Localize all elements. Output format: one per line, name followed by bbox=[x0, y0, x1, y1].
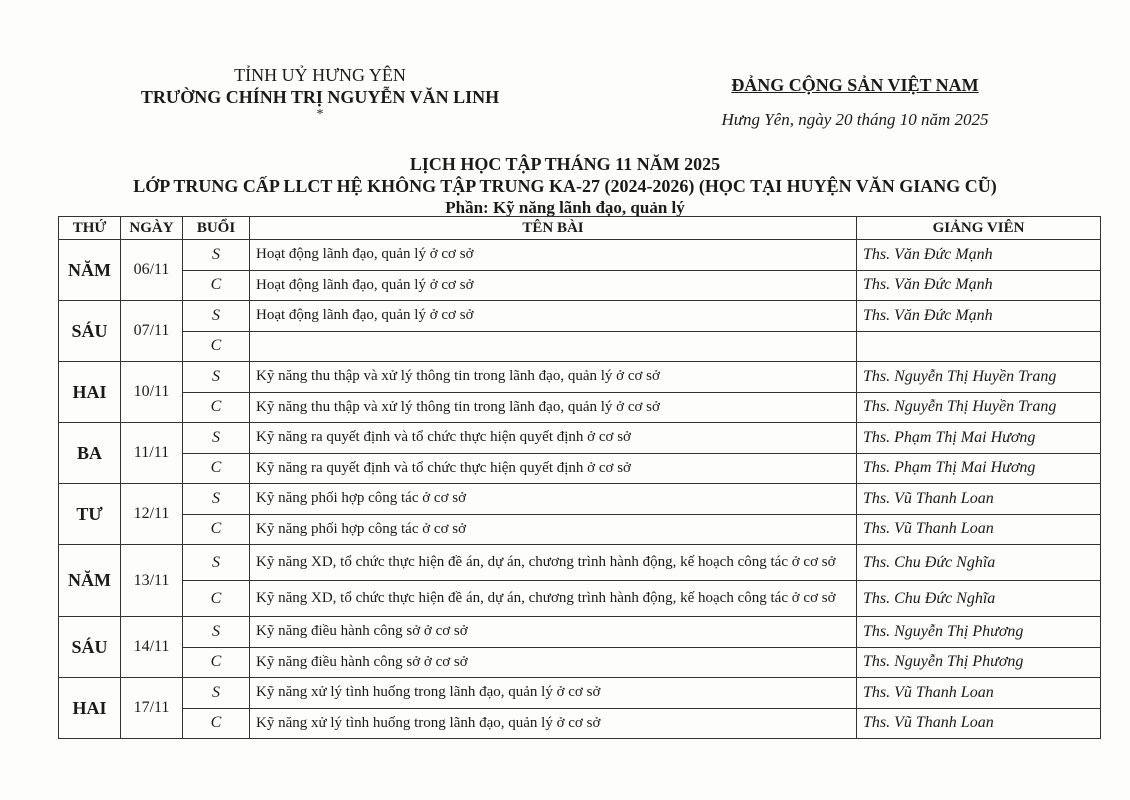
lesson-cell: Kỹ năng thu thập và xử lý thông tin trong lãnh đạo, quản lý ở cơ sở bbox=[250, 392, 857, 423]
session-cell: C bbox=[183, 453, 250, 484]
table-row bbox=[59, 545, 1101, 581]
table-row bbox=[59, 708, 1101, 739]
date-cell: 07/11 bbox=[121, 301, 183, 362]
session-cell: C bbox=[183, 647, 250, 678]
table-row bbox=[59, 301, 1101, 332]
table-row bbox=[59, 581, 1101, 617]
lecturer-cell: Ths. Văn Đức Mạnh bbox=[857, 301, 1101, 332]
lecturer-cell: Ths. Văn Đức Mạnh bbox=[857, 270, 1101, 301]
header-lecturer: GIẢNG VIÊN bbox=[857, 217, 1101, 240]
document-date: Hưng Yên, ngày 20 tháng 10 năm 2025 bbox=[721, 110, 989, 129]
date-cell: 06/11 bbox=[121, 240, 183, 301]
lesson-cell: Kỹ năng xử lý tình huống trong lãnh đạo, quản lý ở cơ sở bbox=[250, 708, 857, 739]
lecturer-cell: Ths. Vũ Thanh Loan bbox=[857, 484, 1101, 515]
table-header-row bbox=[59, 217, 1101, 240]
date-cell: 11/11 bbox=[121, 423, 183, 484]
header-session: BUỔI bbox=[183, 217, 250, 240]
day-cell: SÁU bbox=[59, 617, 121, 678]
day-cell: BA bbox=[59, 423, 121, 484]
lesson-cell: Hoạt động lãnh đạo, quản lý ở cơ sở bbox=[250, 240, 857, 271]
session-cell: S bbox=[183, 678, 250, 709]
day-cell: HAI bbox=[59, 678, 121, 739]
session-cell: C bbox=[183, 581, 250, 617]
table-row bbox=[59, 453, 1101, 484]
table-row bbox=[59, 484, 1101, 515]
lecturer-cell: Ths. Vũ Thanh Loan bbox=[857, 678, 1101, 709]
schedule-body bbox=[59, 240, 1101, 739]
day-cell: HAI bbox=[59, 362, 121, 423]
table-row bbox=[59, 270, 1101, 301]
lesson-cell: Hoạt động lãnh đạo, quản lý ở cơ sở bbox=[250, 270, 857, 301]
table-row bbox=[59, 617, 1101, 648]
header-asterisk: * bbox=[316, 107, 324, 122]
lecturer-cell bbox=[857, 331, 1101, 362]
header-lesson: TÊN BÀI bbox=[250, 217, 857, 240]
date-cell: 10/11 bbox=[121, 362, 183, 423]
lesson-cell: Kỹ năng ra quyết định và tổ chức thực hiện quyết định ở cơ sở bbox=[250, 453, 857, 484]
session-cell: C bbox=[183, 708, 250, 739]
lesson-cell: Kỹ năng XD, tổ chức thực hiện đề án, dự án, chương trình hành động, kế hoạch công tác ở cơ sở bbox=[250, 545, 857, 581]
day-cell: NĂM bbox=[59, 545, 121, 617]
session-cell: S bbox=[183, 423, 250, 454]
session-cell: S bbox=[183, 301, 250, 332]
lesson-cell: Kỹ năng phối hợp công tác ở cơ sở bbox=[250, 514, 857, 545]
date-cell: 13/11 bbox=[121, 545, 183, 617]
table-row bbox=[59, 423, 1101, 454]
table-row bbox=[59, 678, 1101, 709]
lecturer-cell: Ths. Nguyễn Thị Phương bbox=[857, 617, 1101, 648]
school-name: TRƯỜNG CHÍNH TRỊ NGUYỄN VĂN LINH bbox=[140, 87, 500, 107]
lesson-cell: Kỹ năng phối hợp công tác ở cơ sở bbox=[250, 484, 857, 515]
schedule-table bbox=[58, 216, 1101, 739]
session-cell: C bbox=[183, 331, 250, 362]
lesson-cell: Hoạt động lãnh đạo, quản lý ở cơ sở bbox=[250, 301, 857, 332]
lecturer-cell: Ths. Vũ Thanh Loan bbox=[857, 708, 1101, 739]
lecturer-cell: Ths. Vũ Thanh Loan bbox=[857, 514, 1101, 545]
organization-header bbox=[120, 64, 520, 122]
lecturer-cell: Ths. Phạm Thị Mai Hương bbox=[857, 453, 1101, 484]
session-cell: S bbox=[183, 617, 250, 648]
session-cell: C bbox=[183, 514, 250, 545]
day-cell: TƯ bbox=[59, 484, 121, 545]
lecturer-cell: Ths. Chu Đức Nghĩa bbox=[857, 545, 1101, 581]
session-cell: C bbox=[183, 392, 250, 423]
province-committee: TỈNH UỶ HƯNG YÊN bbox=[234, 65, 406, 85]
date-cell: 17/11 bbox=[121, 678, 183, 739]
lesson-cell: Kỹ năng điều hành công sở ở cơ sở bbox=[250, 647, 857, 678]
table-row bbox=[59, 331, 1101, 362]
session-cell: S bbox=[183, 484, 250, 515]
header-date: NGÀY bbox=[121, 217, 183, 240]
class-title: LỚP TRUNG CẤP LLCT HỆ KHÔNG TẬP TRUNG KA-27 (2024-2026) (HỌC TẠI HUYỆN VĂN GIANG CŨ) bbox=[133, 176, 997, 196]
header-day: THỨ bbox=[59, 217, 121, 240]
lesson-cell: Kỹ năng XD, tổ chức thực hiện đề án, dự án, chương trình hành động, kế hoạch công tác ở cơ sở bbox=[250, 581, 857, 617]
table-row bbox=[59, 514, 1101, 545]
lecturer-cell: Ths. Văn Đức Mạnh bbox=[857, 240, 1101, 271]
lesson-cell: Kỹ năng thu thập và xử lý thông tin trong lãnh đạo, quản lý ở cơ sở bbox=[250, 362, 857, 393]
party-name: ĐẢNG CỘNG SẢN VIỆT NAM bbox=[731, 75, 979, 95]
table-row bbox=[59, 647, 1101, 678]
lecturer-cell: Ths. Nguyễn Thị Huyền Trang bbox=[857, 392, 1101, 423]
section-title: Phần: Kỹ năng lãnh đạo, quản lý bbox=[445, 198, 685, 217]
lesson-cell bbox=[250, 331, 857, 362]
party-header bbox=[660, 74, 1050, 130]
date-cell: 14/11 bbox=[121, 617, 183, 678]
schedule-title: LỊCH HỌC TẬP THÁNG 11 NĂM 2025 bbox=[409, 154, 721, 174]
lesson-cell: Kỹ năng xử lý tình huống trong lãnh đạo, quản lý ở cơ sở bbox=[250, 678, 857, 709]
table-row bbox=[59, 362, 1101, 393]
lesson-cell: Kỹ năng ra quyết định và tổ chức thực hiện quyết định ở cơ sở bbox=[250, 423, 857, 454]
lecturer-cell: Ths. Nguyễn Thị Huyền Trang bbox=[857, 362, 1101, 393]
lecturer-cell: Ths. Chu Đức Nghĩa bbox=[857, 581, 1101, 617]
date-cell: 12/11 bbox=[121, 484, 183, 545]
lecturer-cell: Ths. Phạm Thị Mai Hương bbox=[857, 423, 1101, 454]
lesson-cell: Kỹ năng điều hành công sở ở cơ sở bbox=[250, 617, 857, 648]
lecturer-cell: Ths. Nguyễn Thị Phương bbox=[857, 647, 1101, 678]
session-cell: S bbox=[183, 545, 250, 581]
session-cell: S bbox=[183, 362, 250, 393]
day-cell: SÁU bbox=[59, 301, 121, 362]
day-cell: NĂM bbox=[59, 240, 121, 301]
session-cell: S bbox=[183, 240, 250, 271]
table-row bbox=[59, 240, 1101, 271]
table-row bbox=[59, 392, 1101, 423]
session-cell: C bbox=[183, 270, 250, 301]
